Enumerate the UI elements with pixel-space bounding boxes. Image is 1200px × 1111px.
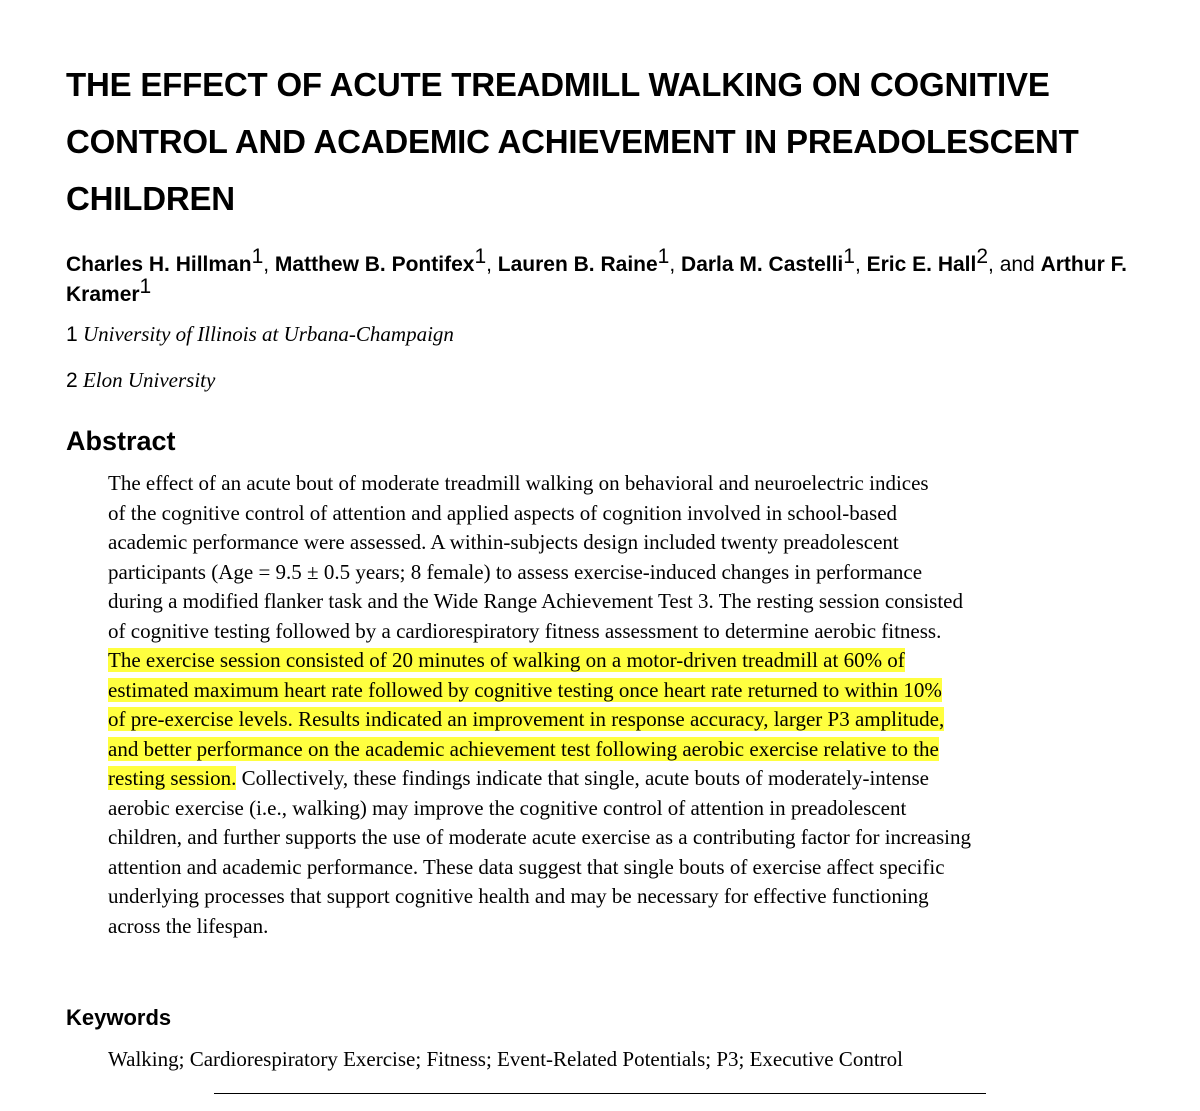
abstract-text: attention and academic performance. These data suggest that single bouts of exercise affect specific xyxy=(108,854,945,879)
abstract-line xyxy=(108,558,1098,588)
footnote-rule xyxy=(214,1093,986,1094)
author-separator: , and xyxy=(988,253,1041,276)
abstract-line xyxy=(108,794,1098,824)
author-name: Lauren B. Raine xyxy=(497,253,658,276)
abstract-text: underlying processes that support cognitive health and may be necessary for effective functioning xyxy=(108,884,929,908)
author-separator: , xyxy=(486,253,498,276)
abstract-heading: Abstract xyxy=(66,426,176,456)
abstract-text: during a modified flanker task and the Wide Range Achievement Test 3. The resting session consisted xyxy=(108,589,963,613)
highlighted-text: estimated maximum heart rate followed by cognitive testing once heart rate returned to within 10% xyxy=(108,677,942,702)
author-name: Darla M. Castelli xyxy=(681,253,844,276)
abstract-line xyxy=(108,587,1098,617)
highlighted-text: The exercise session consisted of 20 minutes of walking on a motor-driven treadmill at 60% of xyxy=(108,648,905,672)
abstract-line xyxy=(108,499,1098,529)
abstract-text: of the cognitive control of attention and applied aspects of cognition involved in school-based xyxy=(108,500,898,525)
keywords-heading: Keywords xyxy=(66,1005,172,1030)
author-affiliation-mark: 1 xyxy=(474,245,487,268)
author-affiliation-mark: 1 xyxy=(843,245,855,268)
abstract-line xyxy=(108,912,1098,942)
abstract-text: academic performance were assessed. A within-subjects design included twenty preadolescent xyxy=(108,530,899,554)
abstract-line xyxy=(108,528,1098,558)
highlighted-text: resting session. xyxy=(108,766,237,790)
author-affiliation-mark: 1 xyxy=(251,245,264,268)
author-separator: , xyxy=(263,253,275,276)
abstract-text: The effect of an acute bout of moderate treadmill walking on behavioral and neuroelectric indices xyxy=(108,471,929,495)
abstract-line xyxy=(108,469,1098,499)
affiliation-number: 2 xyxy=(66,369,78,392)
abstract-line xyxy=(108,853,1098,883)
abstract-line xyxy=(108,882,1098,912)
abstract-line xyxy=(108,617,1098,647)
affiliation-name: Elon University xyxy=(82,368,216,392)
abstract-line xyxy=(108,764,1098,794)
paper-title: THE EFFECT OF ACUTE TREADMILL WALKING ON COGNITIVE CONTROL AND ACADEMIC ACHIEVEMENT IN PREADOLESCENT CHILDREN xyxy=(66,66,1079,217)
affiliation-number: 1 xyxy=(66,323,78,346)
abstract-text: participants (Age = 9.5 ± 0.5 years; 8 female) to assess exercise-induced changes in performance xyxy=(108,559,923,584)
abstract-text: across the lifespan. xyxy=(108,913,269,938)
author xyxy=(274,245,487,276)
author-affiliation-mark: 1 xyxy=(139,275,152,298)
author-list xyxy=(66,245,1166,310)
highlighted-text: of pre-exercise levels. Results indicated an improvement in response accuracy, larger P3 amplitude, xyxy=(108,707,945,731)
abstract-line xyxy=(108,735,1098,765)
author-affiliation-mark: 1 xyxy=(657,245,670,268)
author-separator: , xyxy=(669,253,682,276)
author xyxy=(497,245,670,276)
affiliation-name: University of Illinois at Urbana-Champaign xyxy=(82,322,454,346)
abstract-line xyxy=(108,646,1098,676)
author xyxy=(866,245,989,276)
abstract-text: children, and further supports the use of moderate acute exercise as a contributing factor for increasing xyxy=(108,825,971,849)
author xyxy=(66,245,264,276)
author-separator: , xyxy=(854,253,867,276)
abstract-line xyxy=(108,676,1098,706)
abstract-line xyxy=(108,705,1098,735)
author xyxy=(681,245,855,276)
keywords-list: Walking; Cardiorespiratory Exercise; Fitness; Event-Related Potentials; P3; Executive Control xyxy=(108,1047,903,1071)
author-name: Charles H. Hillman xyxy=(66,253,252,276)
affiliation xyxy=(66,366,215,395)
abstract-body xyxy=(108,469,1098,941)
abstract-text: Collectively, these findings indicate that single, acute bouts of moderately-intense xyxy=(236,766,929,790)
author-affiliation-mark: 2 xyxy=(976,245,989,268)
affiliation xyxy=(66,320,454,349)
author-name: Arthur F. Kramer xyxy=(66,253,1127,306)
abstract-line xyxy=(108,823,1098,853)
author-name: Matthew B. Pontifex xyxy=(274,253,475,276)
author-name: Eric E. Hall xyxy=(866,253,977,276)
abstract-text: of cognitive testing followed by a cardiorespiratory fitness assessment to determine aerobic fitness. xyxy=(108,618,942,643)
abstract-text: aerobic exercise (i.e., walking) may improve the cognitive control of attention in preadolescent xyxy=(108,795,907,820)
highlighted-text: and better performance on the academic achievement test following aerobic exercise relative to the xyxy=(108,736,939,761)
